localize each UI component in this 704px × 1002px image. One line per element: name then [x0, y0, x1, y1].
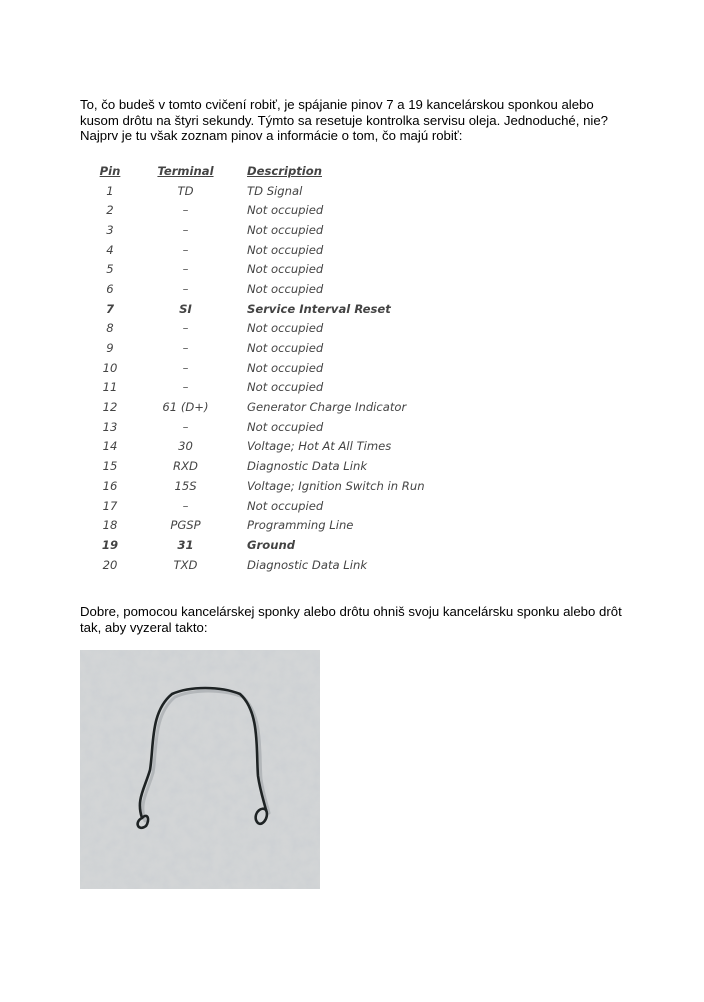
pin-description: Generator Charge Indicator [247, 400, 407, 415]
pin-row [92, 240, 425, 260]
pin-number: 12 [102, 400, 118, 415]
pin-number: 11 [102, 380, 118, 395]
pin-number: 8 [106, 321, 114, 336]
pin-number: 9 [106, 341, 114, 356]
bent-paperclip-photo [80, 650, 320, 889]
pin-terminal: 31 [177, 537, 194, 552]
pin-description: Not occupied [247, 341, 324, 356]
pin-row [92, 456, 425, 476]
pin-description: Not occupied [247, 380, 324, 395]
intro-line-1: To, čo budeš v tomto cvičení robiť, je spájanie pinov 7 a 19 kancelárskou sponkou alebo [80, 97, 594, 112]
pin-row [92, 200, 425, 220]
pin-number: 18 [102, 518, 118, 533]
pin-terminal: 15S [174, 478, 197, 493]
header-description: Description [247, 163, 322, 178]
outro-paragraph [80, 604, 640, 635]
pin-number: 19 [101, 537, 119, 552]
header-terminal: Terminal [157, 163, 214, 178]
pin-number: 3 [106, 222, 114, 237]
pin-terminal: – [182, 360, 189, 375]
pin-number: 1 [106, 183, 114, 198]
pin-number: 20 [102, 557, 118, 572]
header-pin: Pin [99, 163, 121, 178]
pin-description: Voltage; Ignition Switch in Run [247, 478, 425, 493]
outro-line-1: Dobre, pomocou kancelárskej sponky alebo drôtu ohniš svoju kancelársku sponku alebo drôt [80, 604, 622, 619]
pin-description: Not occupied [247, 360, 324, 375]
pin-terminal: PGSP [170, 518, 201, 533]
intro-line-2: kusom drôtu na štyri sekundy. Týmto sa resetuje kontrolka servisu oleja. Jednoduché, nie? [80, 112, 609, 128]
pin-table [92, 161, 425, 574]
pin-terminal: – [182, 498, 189, 513]
pin-number: 5 [106, 262, 114, 277]
pin-terminal: – [182, 419, 189, 434]
pin-row [92, 299, 425, 319]
pin-number: 10 [102, 360, 118, 375]
pin-terminal: – [182, 341, 189, 356]
pin-description: Ground [247, 537, 296, 552]
pin-number: 15 [102, 459, 118, 474]
pin-terminal: – [182, 321, 189, 336]
pin-terminal: – [182, 203, 189, 218]
pin-number: 14 [102, 439, 118, 454]
pin-description: Not occupied [247, 222, 324, 237]
pin-row [92, 417, 425, 437]
pin-terminal: – [182, 242, 189, 257]
pin-description: Diagnostic Data Link [247, 557, 368, 572]
pin-table-body [92, 181, 425, 575]
pin-row [92, 319, 425, 339]
pin-number: 2 [106, 203, 114, 218]
pin-terminal: TD [177, 183, 194, 198]
pin-terminal: – [182, 380, 189, 395]
pin-table-header [92, 161, 425, 181]
pin-number: 16 [102, 478, 118, 493]
pin-row [92, 220, 425, 240]
pin-description: Voltage; Hot At All Times [247, 439, 392, 454]
pin-terminal: – [182, 262, 189, 277]
pin-row [92, 181, 425, 201]
intro-line-3: Najprv je tu však zoznam pinov a informácie o tom, čo majú robiť: [80, 128, 463, 143]
pin-row [92, 279, 425, 299]
pin-terminal: RXD [173, 459, 198, 474]
pin-terminal: – [182, 222, 189, 237]
pin-row [92, 358, 425, 378]
pin-number: 13 [102, 419, 118, 434]
pin-number: 7 [105, 301, 115, 316]
pin-row [92, 535, 425, 555]
intro-paragraph [80, 97, 640, 144]
pin-terminal: 30 [178, 439, 193, 454]
pin-row [92, 437, 425, 457]
pin-description: Not occupied [247, 321, 324, 336]
pin-description: Not occupied [247, 262, 324, 277]
pin-number: 6 [106, 281, 114, 296]
pin-number: 17 [102, 498, 118, 513]
pin-row [92, 476, 425, 496]
pin-description: Not occupied [247, 203, 324, 218]
pin-row [92, 555, 425, 575]
pin-row [92, 397, 425, 417]
pin-description: Not occupied [247, 498, 324, 513]
pin-row [92, 378, 425, 398]
pin-description: Service Interval Reset [247, 301, 391, 316]
pin-terminal: TXD [173, 557, 198, 572]
pin-terminal: – [182, 281, 189, 296]
pin-row [92, 259, 425, 279]
pin-terminal: 61 (D+) [162, 400, 209, 415]
pin-description: Diagnostic Data Link [247, 459, 368, 474]
pin-description: TD Signal [247, 183, 303, 198]
pin-description: Programming Line [247, 518, 354, 533]
pin-row [92, 496, 425, 516]
outro-line-2: tak, aby vyzeral takto: [80, 619, 208, 635]
pin-number: 4 [106, 242, 114, 257]
pin-row [92, 515, 425, 535]
pin-description: Not occupied [247, 242, 324, 257]
pin-terminal: SI [179, 301, 192, 316]
pin-row [92, 338, 425, 358]
pin-description: Not occupied [247, 281, 324, 296]
pin-description: Not occupied [247, 419, 324, 434]
